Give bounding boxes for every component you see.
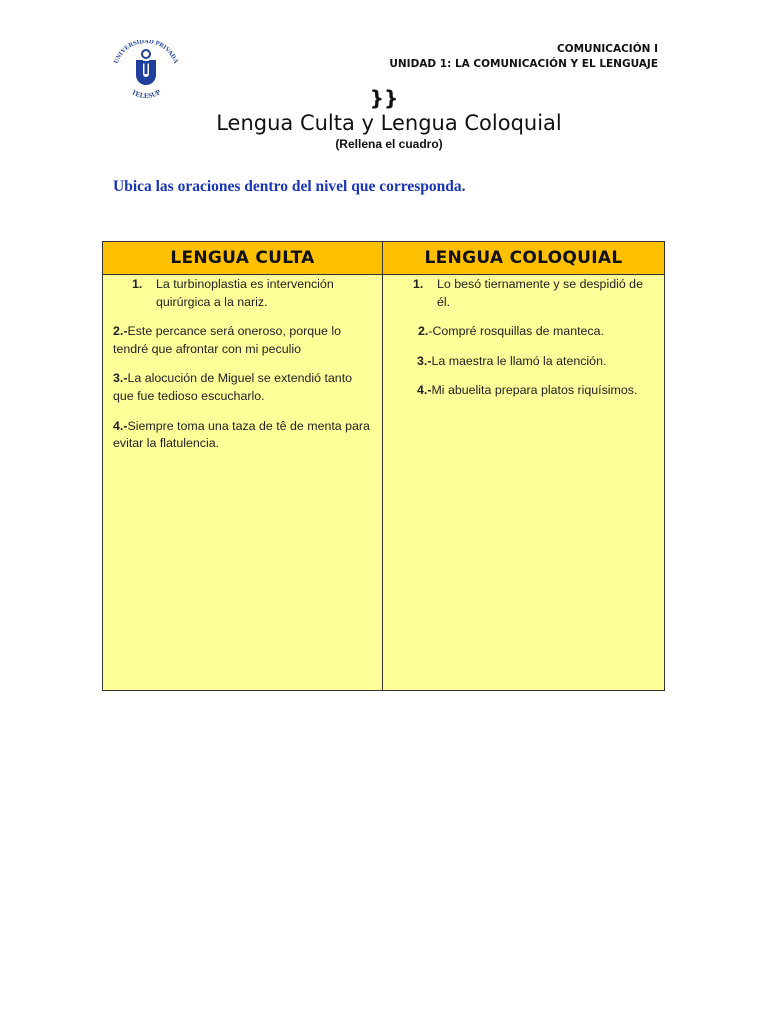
column-culta: [103, 275, 383, 690]
list-item: 3.-La maestra le llamó la atención.: [417, 353, 607, 368]
instruction-text: Ubica las oraciones dentro del nivel que corresponda.: [113, 178, 466, 195]
course-name: COMUNICACIÓN I: [556, 43, 658, 55]
page-title: Lengua Culta y Lengua Coloquial: [216, 111, 562, 135]
list-item: 3.-La alocución de Miguel se extendió tanto que fue tedioso escucharlo.: [113, 371, 353, 403]
list-item: 2.-Compré rosquillas de manteca.: [418, 324, 604, 339]
column-coloquial: [383, 275, 664, 690]
list-item: 2.-Este percance será oneroso, porque lo tendré que afrontar con mi peculio: [113, 324, 341, 356]
classification-table: [102, 241, 665, 691]
column-header-culta: LENGUA CULTA: [103, 242, 383, 275]
column-header-coloquial: LENGUA COLOQUIAL: [383, 242, 664, 275]
svg-text:UNIVERSIDAD PRIVADA: UNIVERSIDAD PRIVADA: [112, 40, 180, 65]
braces-mark: }}: [369, 86, 399, 110]
unit-name: UNIDAD 1: LA COMUNICACIÓN Y EL LENGUAJE: [389, 58, 658, 70]
list-item: 4.-Mi abuelita prepara platos riquísimos.: [417, 383, 638, 398]
page-subtitle: (Rellena el cuadro): [335, 137, 443, 151]
document-header: [389, 42, 658, 72]
list-item: 1. Lo besó tiernamente y se despidió de él.: [413, 277, 643, 309]
list-item: 1. La turbinoplastia es intervención quirúrgica a la nariz.: [132, 277, 334, 309]
list-item: 4.-Siempre toma una taza de tê de menta para evitar la flatulencia.: [113, 418, 370, 451]
svg-text:TELESUP: TELESUP: [129, 88, 163, 101]
